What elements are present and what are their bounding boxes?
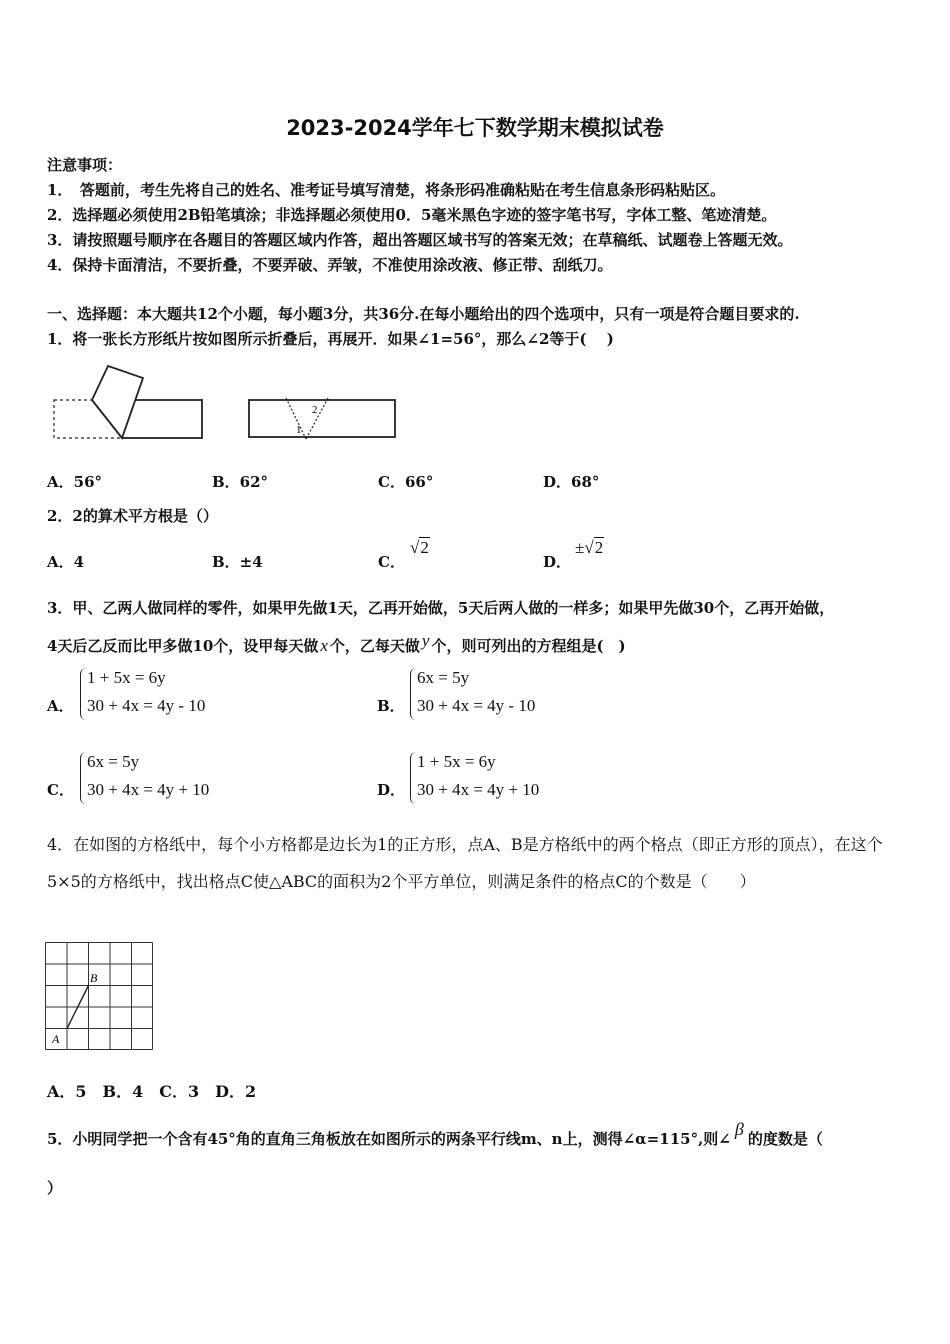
q3-var-x: x xyxy=(320,636,328,655)
section-heading: 一、选择题：本大题共12个小题，每小题3分，共36分.在每小题给出的四个选项中，只有一项是符合题目要求的. xyxy=(47,305,800,323)
q2-option-b[interactable]: B．±4 xyxy=(212,553,263,571)
q4-point-a-label: A xyxy=(52,1032,60,1046)
q3-system-b xyxy=(417,664,535,720)
notice-item-2: 2．选择题必须使用2B铅笔填涂；非选择题必须使用0．5毫米黑色字迹的签字笔书写，字体工整、笔迹清楚。 xyxy=(47,206,777,224)
q3-b-eq2: 30 + 4x = 4y - 10 xyxy=(417,696,536,715)
q3-text-c: 个，则可列出的方程组是( ) xyxy=(431,637,626,655)
q3-system-a xyxy=(87,664,205,720)
q3-stem-line1: 3．甲、乙两人做同样的零件，如果甲先做1天，乙再开始做，5天后两人做的一样多；如果甲先做30个，乙再开始做， xyxy=(47,599,835,617)
page-title: 2023-2024学年七下数学期末模拟试卷 xyxy=(286,116,664,140)
q2-option-c-radicand: 2 xyxy=(420,538,429,557)
q3-a-eq2: 30 + 4x = 4y - 10 xyxy=(87,696,206,715)
q2-option-c[interactable]: C． xyxy=(378,553,405,571)
notice-item-4: 4．保持卡面清洁，不要折叠，不要弄破、弄皱，不准使用涂改液、修正带、刮纸刀。 xyxy=(47,256,613,274)
q5-stem-end: ） xyxy=(47,1179,63,1197)
notice-item-3: 3．请按照题号顺序在各题目的答题区域内作答，超出答题区域书写的答案无效；在草稿纸、试题卷上答题无效。 xyxy=(47,231,793,249)
q3-option-c[interactable]: C． xyxy=(47,781,74,799)
q2-option-c-value: √2 xyxy=(410,538,429,557)
q4-grid-figure xyxy=(45,942,157,1054)
q3-b-eq1: 6x = 5y xyxy=(417,668,470,687)
q3-option-d[interactable]: D． xyxy=(377,781,406,799)
q5-stem xyxy=(47,1119,823,1149)
q3-c-eq1: 6x = 5y xyxy=(87,752,140,771)
q3-text-b: 个，乙每天做 xyxy=(329,637,420,655)
q1-option-b[interactable]: B．62° xyxy=(212,473,269,491)
notice-item-1: 1． 答题前，考生先将自己的姓名、准考证号填写清楚，将条形码准确粘贴在考生信息条形码粘贴区。 xyxy=(47,181,725,199)
q2-option-a[interactable]: A．4 xyxy=(47,553,85,571)
q2-option-d-radicand: 2 xyxy=(594,538,604,557)
q3-system-d xyxy=(417,748,539,804)
q1-option-a[interactable]: A．56° xyxy=(47,473,103,491)
q3-var-y: y xyxy=(421,631,430,650)
q3-option-b[interactable]: B． xyxy=(377,697,405,715)
q1-figure-right xyxy=(246,395,401,445)
notice-heading: 注意事项： xyxy=(47,156,123,174)
q5-text-b: 的度数是（ xyxy=(747,1130,823,1148)
q2-stem: 2．2的算术平方根是（） xyxy=(47,507,218,525)
q1-angle-1-label: 1 xyxy=(296,424,302,436)
q1-option-c[interactable]: C．66° xyxy=(378,473,434,491)
q1-stem: 1．将一张长方形纸片按如图所示折叠后，再展开．如果∠1=56°，那么∠2等于( ) xyxy=(47,330,614,348)
q2-option-d[interactable]: D． xyxy=(543,553,572,571)
q3-system-c xyxy=(87,748,209,804)
q4-point-b-label: B xyxy=(90,971,98,985)
q3-a-eq1: 1 + 5x = 6y xyxy=(87,668,166,687)
q1-figure-left xyxy=(50,360,210,445)
q4-options[interactable]: A．5 B．4 C．3 D．2 xyxy=(47,1082,257,1101)
q1-option-d[interactable]: D．68° xyxy=(543,473,600,491)
q3-d-eq1: 1 + 5x = 6y xyxy=(417,752,496,771)
q5-beta: β xyxy=(734,1119,744,1139)
q2-option-d-value: ±√2 xyxy=(575,538,604,557)
q2-pm-sign: ± xyxy=(575,538,585,557)
q3-option-a[interactable]: A． xyxy=(47,697,74,715)
q3-c-eq2: 30 + 4x = 4y + 10 xyxy=(87,780,210,799)
q3-text-a: 4天后乙反而比甲多做10个，设甲每天做 xyxy=(47,637,319,655)
q3-stem-line2 xyxy=(47,631,626,656)
q4-stem: 4．在如图的方格纸中，每个小方格都是边长为1的正方形，点A、B是方格纸中的两个格点（即正方形的顶点），在这个5×5的方格纸中，找出格点C使△ABC的面积为2个平方单位，则满足条件的格点C的个数是（ ） xyxy=(47,835,883,891)
q3-d-eq2: 30 + 4x = 4y + 10 xyxy=(417,780,540,799)
q5-text-a: 5．小明同学把一个含有45°角的直角三角板放在如图所示的两条平行线m、n上，测得∠α=115°,则∠ xyxy=(47,1130,731,1148)
q1-angle-2-label: 2 xyxy=(312,404,318,416)
